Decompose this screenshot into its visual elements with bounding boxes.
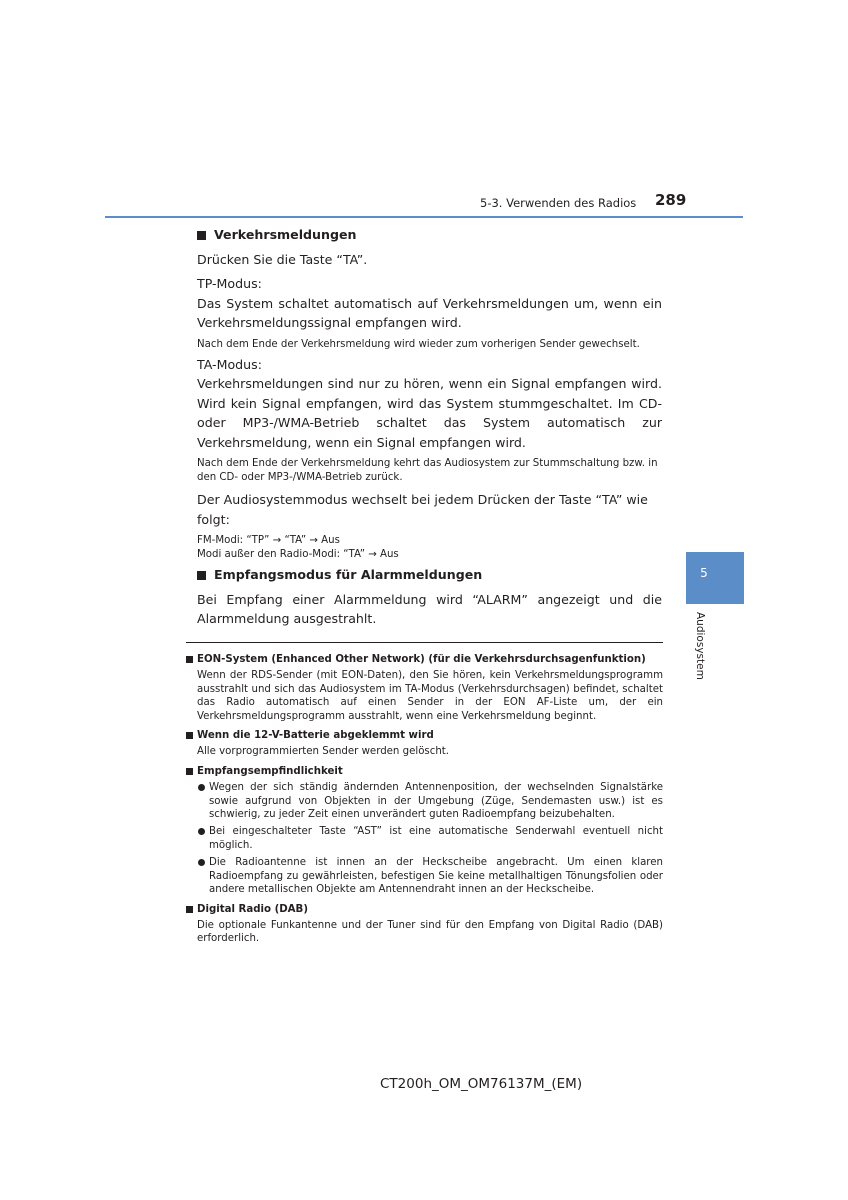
ta-mode-note: Nach dem Ende der Verkehrsmeldung kehrt das Audiosystem zur Stummschaltung bzw. in den CD- oder MP3-/WMA-Betrieb zurück. <box>197 458 658 483</box>
mode-cycle-other: Modi außer den Radio-Modi: “TA” → Aus <box>197 549 399 560</box>
heading-traffic-announcements: Verkehrsmeldungen <box>197 225 662 245</box>
note-heading-dab: Digital Radio (DAB) <box>186 903 663 916</box>
page-number: 289 <box>655 191 687 209</box>
chapter-label: Audiosystem <box>694 612 706 680</box>
note-heading-sensitivity: Empfangsempfindlichkeit <box>186 765 663 778</box>
alarm-text: Bei Empfang einer Alarmmeldung wird “ALARM” angezeigt und die Alarmmeldung ausgestrahlt. <box>197 591 662 626</box>
note-text-battery: Alle vorprogrammierten Sender werden gelöscht. <box>197 746 450 758</box>
mode-cycle-fm: FM-Modi: “TP” → “TA” → Aus <box>197 535 340 546</box>
ta-mode-label: TA-Modus: <box>197 356 262 372</box>
note-heading-battery: Wenn die 12-V-Batterie abgeklemmt wird <box>186 729 663 742</box>
sensitivity-bullet: Wegen der sich ständig ändernden Antennenposition, der wechselnden Signalstärke sowie aufgrund von Objekten in der Umgebung (Züge, Sendemasten usw.) ist es schwierig, zu jeder Zeit einen unverändert guten Radioempfang beizubehalten. <box>186 781 663 821</box>
note-text-eon: Wenn der RDS-Sender (mit EON-Daten), den Sie hören, kein Verkehrsmeldungsprogramm ausstrahlt und sich das Audiosystem im TA-Modus (Verkehrsdurchsagen) befindet, schaltet das Radio automatisch auf einen Sender in der EON AF-Liste um, der ein Verkehrsmeldungsprogramm ausstrahlt, wenn eine Verkehrsmeldung beginnt. <box>197 670 663 722</box>
notes-section <box>186 653 663 946</box>
press-ta-text: Drücken Sie die Taste “TA”. <box>197 251 368 267</box>
document-code: CT200h_OM_OM76137M_(EM) <box>380 1076 583 1092</box>
tp-mode-note: Nach dem Ende der Verkehrsmeldung wird wieder zum vorherigen Sender gewechselt. <box>197 338 640 350</box>
notes-divider <box>186 642 663 643</box>
tp-mode-label: TP-Modus: <box>197 276 262 291</box>
ta-mode-text: Verkehrsmeldungen sind nur zu hören, wenn ein Signal empfangen wird. Wird kein Signal empfangen, wird das System stummgeschaltet. Im CD- oder MP3-/WMA-Betrieb schaltet das System automatisch zur Verkehrsmeldung, wenn ein Signal empfangen wird. <box>197 376 662 450</box>
sensitivity-bullet: Die Radioantenne ist innen an der Heckscheibe angebracht. Um einen klaren Radioempfang zu gewährleisten, befestigen Sie keine metallhaltigen Tönungsfolien oder andere metallischen Objekte am Antennendraht innen an der Heckscheibe. <box>186 856 663 896</box>
header-divider <box>105 216 743 218</box>
heading-alarm-mode: Empfangsmodus für Alarmmeldungen <box>197 565 662 585</box>
sensitivity-bullet: Bei eingeschalteter Taste “AST” ist eine automatische Senderwahl eventuell nicht möglich. <box>186 825 663 852</box>
chapter-number: 5 <box>700 566 708 580</box>
tp-mode-text: Das System schaltet automatisch auf Verkehrsmeldungen um, wenn ein Verkehrsmeldungssignal empfangen wird. <box>197 295 662 330</box>
note-text-dab: Die optionale Funkantenne und der Tuner sind für den Empfang von Digital Radio (DAB) erforderlich. <box>197 919 663 945</box>
note-heading-eon: EON-System (Enhanced Other Network) (für die Verkehrsdurchsagenfunktion) <box>186 653 663 666</box>
main-content <box>197 225 662 629</box>
mode-cycle-text: Der Audiosystemmodus wechselt bei jedem Drücken der Taste “TA” wie folgt: <box>197 492 648 527</box>
section-title: 5-3. Verwenden des Radios <box>480 196 637 210</box>
